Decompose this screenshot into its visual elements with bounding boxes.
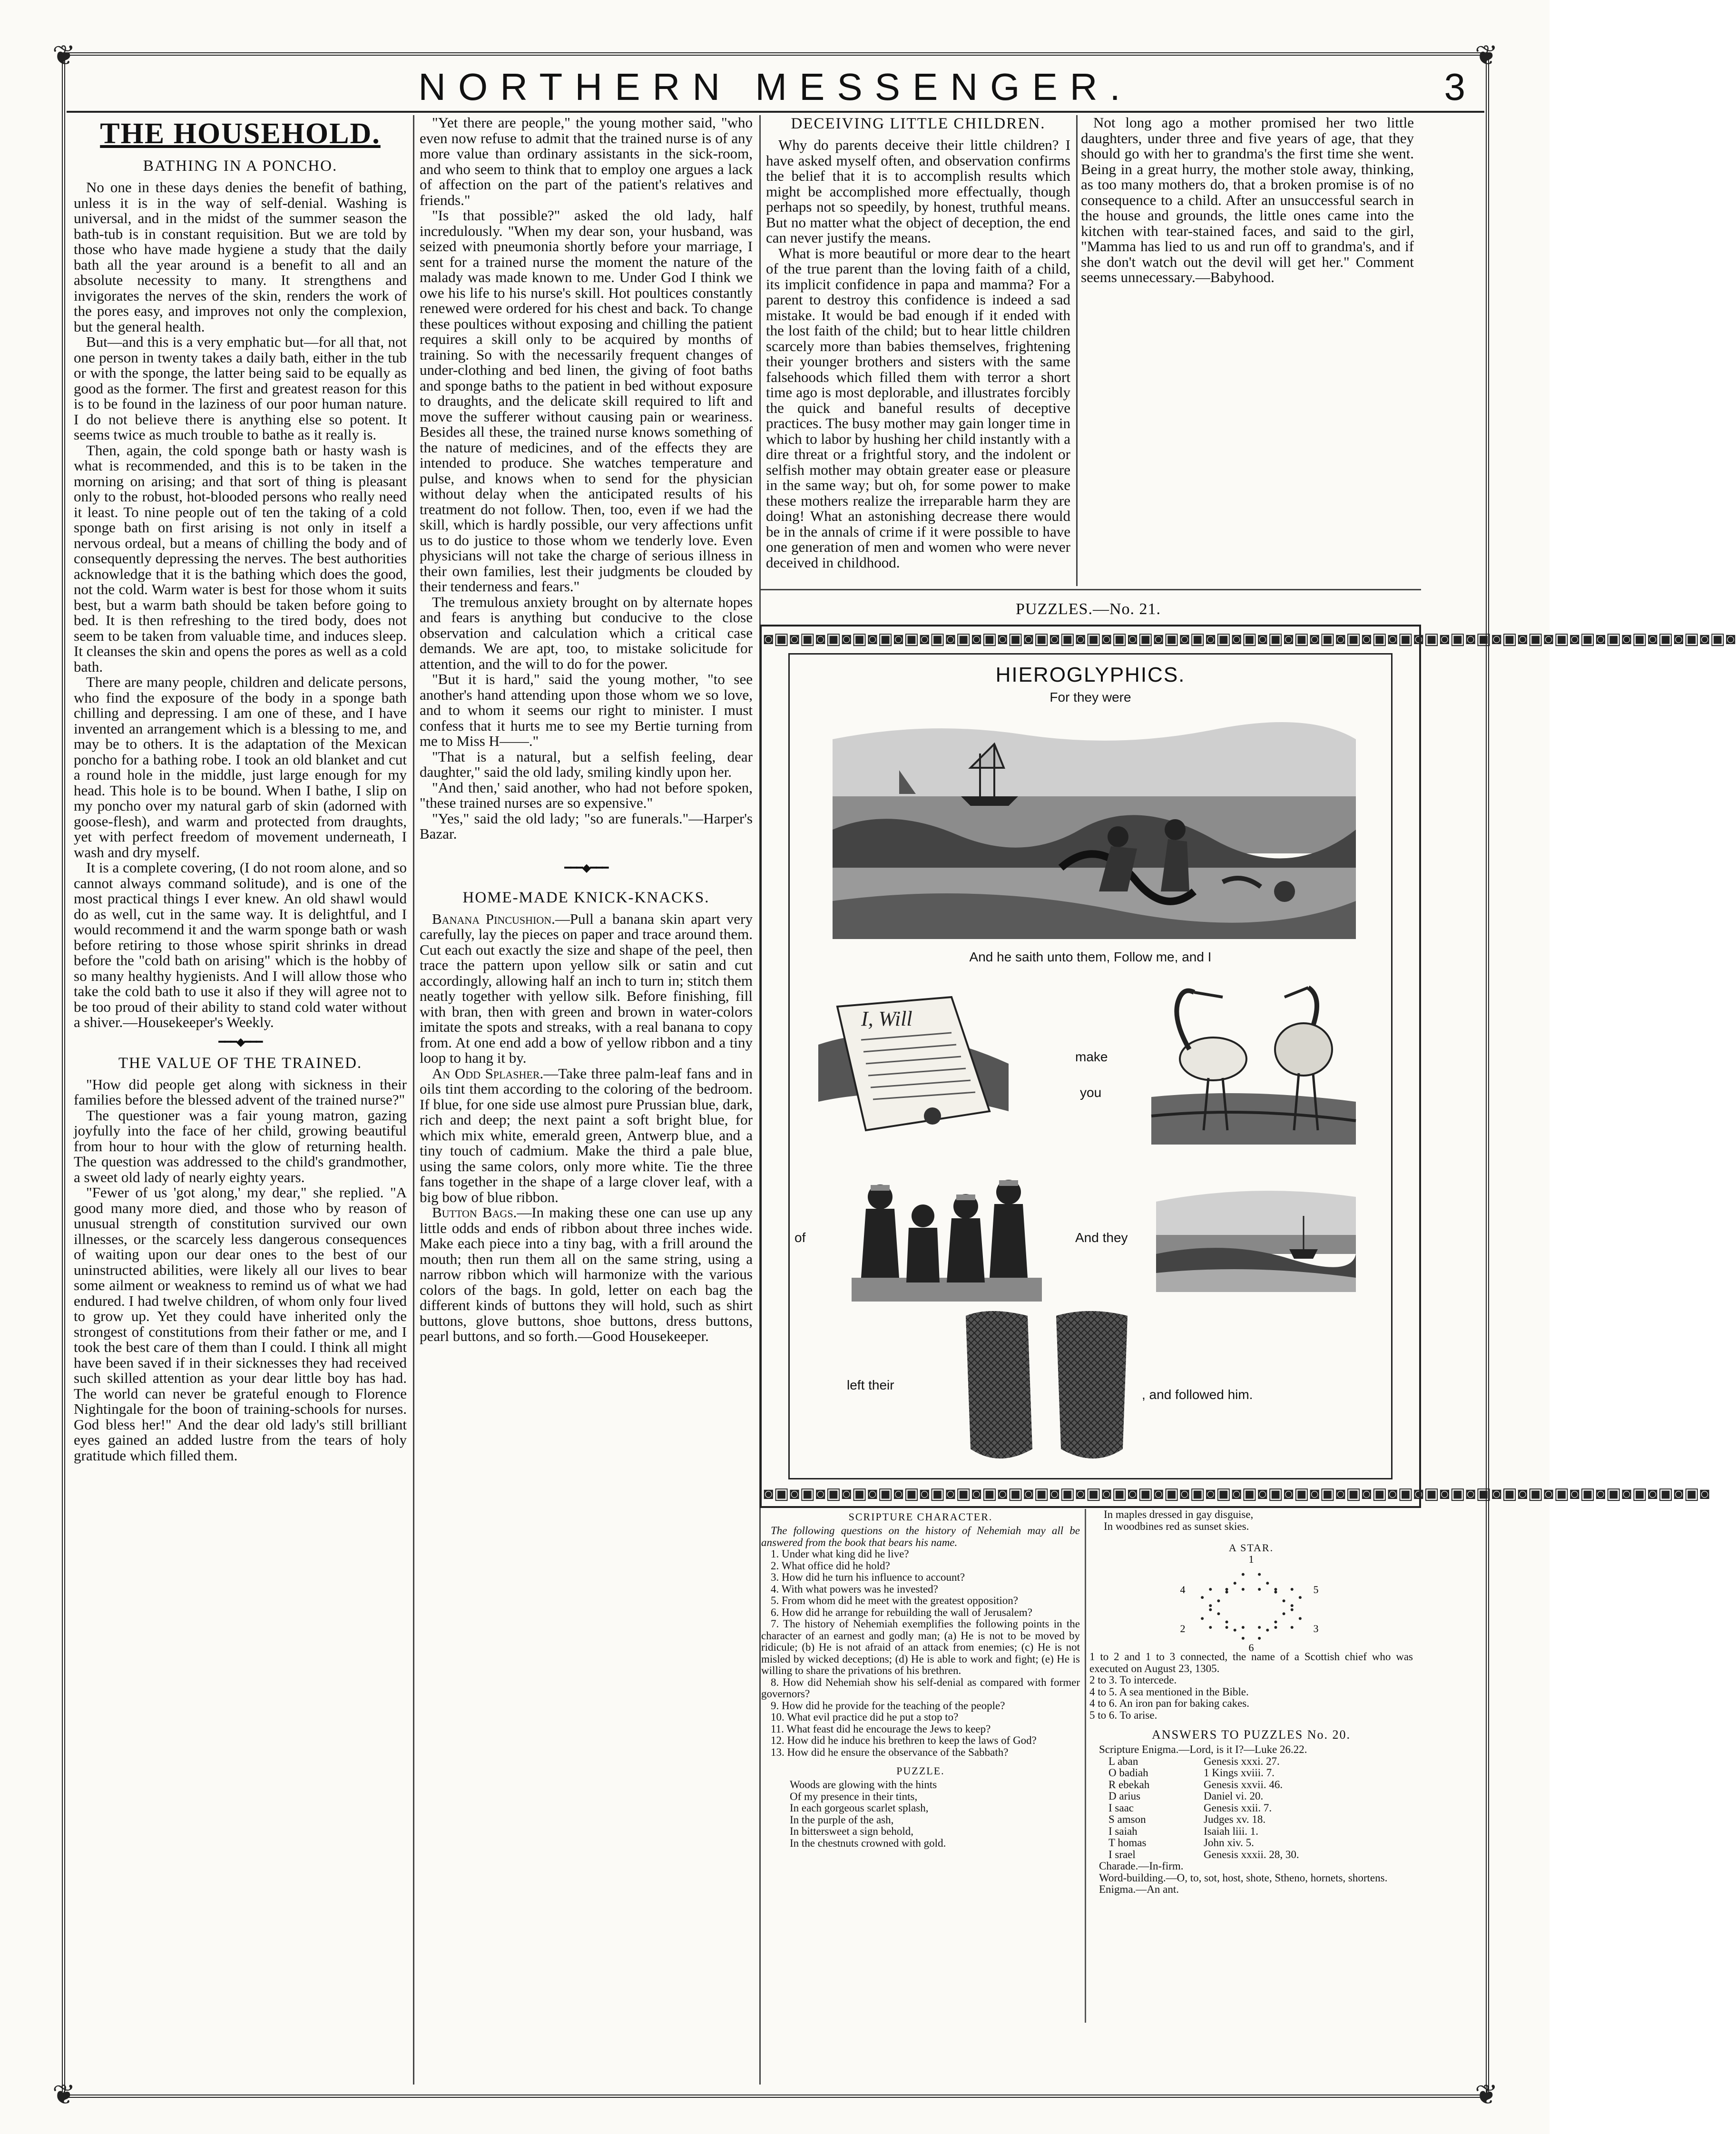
star-number: 5 [1313, 1584, 1319, 1596]
paragraph: "Fewer of us 'got along,' my dear," she replied. "A good many more died, and those who by reason of unusual strength of constitution survived our own illnesses, or the scarcely less dangerous consequences of waiting upon our dear ones to the best of our uninstructed abilities, were likely all our lives to bear some ailment or weakness to remind us of what we had endured. I had twelve children, of whom only four lived to grow up. Yet they could have inherited only the strongest of constitutions from their father or me, and I took the best care of them than I could. I think all might have been saved if in their sicknesses they had received such skilled attention as your dear little boy has had. The world can never be grateful enough to Florence Nightingale for the boon of training-schools for nurses. God bless her!" And the dear old lady's still brilliant eyes gained an added lustre from the tears of holy gratitude which filled them. [74, 1184, 407, 1464]
answer-reference: Genesis xxxi. 27. [1204, 1755, 1280, 1767]
poem-line: In woodbines red as sunset skies. [1104, 1520, 1249, 1532]
caption: , and followed him. [1142, 1387, 1253, 1402]
paragraph: 5 to 6. To arise. [1089, 1709, 1157, 1721]
poem-line: In the chestnuts crowned with gold. [790, 1837, 946, 1849]
poem-line: Woods are glowing with the hints [790, 1779, 937, 1791]
article-knickknacks-body [420, 911, 753, 1344]
star-dots-figure [1089, 1553, 1413, 1654]
star-number: 4 [1180, 1584, 1186, 1596]
answer-row [1108, 1814, 1413, 1826]
subheading: SCRIPTURE CHARACTER. [848, 1511, 993, 1523]
star-dot [1258, 1637, 1261, 1640]
fishermen-net-illustration [833, 711, 1356, 939]
answer-row [1108, 1791, 1413, 1802]
article-deceiving-continued [1081, 115, 1414, 285]
article-title: THE VALUE OF THE TRAINED. [118, 1054, 363, 1072]
column-1 [74, 115, 407, 2089]
herons-illustration [1151, 978, 1356, 1145]
paragraph: What is more beautiful or more dear to the heart of the true parent than the loving faith of a child, its implicit confidence in papa and mamma? For a parent to destroy this confidence is indeed a sad mistake. It would be bad enough if it ended with the lost faith of the child; but to hear little children scarcely more than babies themselves, frightening their younger brothers and sisters with the same falsehoods which filled them with terror a short time ago is most deplorable, and illustrates forcibly the quick and baneful results of deceptive practices. The busy mother may gain longer time in which to labor by hushing her child instantly with a dire threat or a frightful story, and the indolent or selfish mother may obtain greater ease or pleasure in the same way; but oh, for some power to make these mothers realize the irreparable harm they are doing! What an astonishing decrease there would be in the annals of crime if it were possible to have one generation of men and women who were never deceived in childhood. [766, 245, 1070, 571]
answer-reference: John xiv. 5. [1204, 1837, 1254, 1849]
caption: And he saith unto them, Follow me, and I [969, 950, 1212, 964]
paragraph: "Yes," said the old lady; "so are funerals."—Harper's Bazar. [420, 810, 753, 842]
answer-row [1108, 1837, 1413, 1849]
paragraph: But—and this is a very emphatic but—for all that, not one person in twenty takes a daily bath, either in the tub or with the sponge, the latter being said to be equally as good as the former. The first and greatest reason for this is to be found in the laziness of our poor human nature. I do not believe there is anything else so potent. It seems twice as much trouble to bathe as it really is. [74, 333, 407, 443]
star-dot [1291, 1604, 1294, 1607]
paragraph: No one in these days denies the benefit of bathing, unless it is in the way of self-denial. Washing is universal, and in the midst of the summer season the bath-tub is in constant requisition. But we are told by those who have made hygiene a study that the daily bath all the year around is a benefit to all and an absolute necessity to many. It strengthens and invigorates the nerves of the skin, renders the work of the pores easy, and improves not only the complexion, but the general health. [74, 179, 407, 335]
answer-reference: Genesis xxvii. 46. [1204, 1778, 1283, 1791]
paragraph-text: —Pull a banana skin apart very carefully, lay the pieces on paper and trace around them. Cut each out exactly the size and shape of the peel, then trace the pattern upon yellow silk or satin and cut accordingly, allowing half an inch to turn in; stitch them neatly together with yellow silk. Before finishing, fill with bran, then with green and brown in water-colors imitate the spots and streaks, with a real banana to copy from. At one end add a bow of yellow ribbon and a tiny loop to hang it by. [420, 910, 753, 1066]
page-number: 3 [1444, 66, 1465, 108]
star-dot [1201, 1617, 1204, 1620]
caption: you [1080, 1085, 1102, 1100]
column-4 [1081, 115, 1414, 543]
paragraph: 7. The history of Nehemiah exemplifies the following points in the character of an earnest and godly man; (a) He is not to be moved by ridicule; (b) He is not afraid of an attack from enemies; (c) He is not misled by wicked deceptions; (d) He is able to work and fight; (e) He is willing to share the privations of his brethren. [761, 1618, 1080, 1676]
paragraph: "How did people get along with sickness in their families before the blessed advent of the trained nurse?" [74, 1076, 407, 1108]
poem-line: In maples dressed in gay disguise, [1104, 1508, 1254, 1520]
answer-row [1108, 1849, 1413, 1861]
shore-ships-illustration [1156, 1183, 1356, 1292]
star-dot [1283, 1612, 1285, 1615]
star-dot [1226, 1588, 1228, 1591]
star-dot [1291, 1608, 1294, 1611]
column-2 [420, 115, 753, 2089]
column-3 [766, 115, 1070, 571]
caption: left their [847, 1378, 894, 1392]
answers-column [1089, 1509, 1413, 2032]
column-divider [1076, 115, 1078, 586]
answer-name: L aban [1108, 1755, 1138, 1767]
answer-name: T homas [1108, 1837, 1147, 1849]
masthead-rule [67, 111, 1484, 113]
column-divider [413, 115, 414, 2085]
paragraph: 8. How did Nehemiah show his self-denial as compared with former governors? [761, 1676, 1080, 1700]
paragraph: 1. Under what king did he live? [771, 1548, 909, 1560]
paper-title: NORTHERN MESSENGER. [418, 66, 1133, 108]
svg-text:I, Will: I, Will [861, 1007, 912, 1030]
fishing-nets-illustration [961, 1306, 1132, 1478]
answer-name: D arius [1108, 1790, 1141, 1802]
star-dot [1274, 1621, 1277, 1624]
section-rule [760, 589, 1421, 590]
poem-line: Of my presence in their tints, [790, 1790, 918, 1802]
men-group-illustration [852, 1164, 1042, 1306]
subheading: PUZZLE. [896, 1765, 945, 1777]
paragraph: The questioner was a fair young matron, gazing joyfully into the face of her child, growing beautiful from hour to hour with the glow of returning health. The question was addressed to the child's grandmother, a sweet old lady of nearly eighty years. [74, 1106, 407, 1185]
star-dot [1226, 1626, 1228, 1629]
star-dot [1242, 1588, 1245, 1591]
star-number: 1 [1248, 1553, 1254, 1565]
answer-reference: Isaiah liii. 1. [1204, 1825, 1258, 1837]
paragraph: "And then,' said another, who had not before spoken, "these trained nurses are so expensive." [420, 779, 753, 811]
star-dot [1234, 1582, 1236, 1585]
article-trained-continued [420, 115, 753, 842]
star-dot [1242, 1573, 1245, 1576]
star-dot [1266, 1582, 1269, 1585]
star-dot [1242, 1626, 1245, 1629]
section-heading: THE HOUSEHOLD. [100, 117, 381, 150]
article-deceiving-body [766, 137, 1070, 570]
paragraph: 4. With what powers was he invested? [771, 1583, 938, 1595]
answer-row [1108, 1779, 1413, 1791]
paragraph-text: —In making these one can use up any little odds and ends of ribbon about three inches wide. Make each piece into a tiny bag, with a frill around the mouth; then run them all on the same string, using a narrow ribbon which will harmonize with the various colors of the bags. In gold, letter on each bag the different kinds of buttons they will hold, such as shirt buttons, glove buttons, shoe buttons, dress buttons, pearl buttons, and so forth.—Good Housekeeper. [420, 1204, 753, 1344]
star-dot [1217, 1612, 1220, 1615]
poem [761, 1779, 1080, 1849]
answer-name: I srael [1108, 1848, 1136, 1860]
corner-ornament-icon: ❦ [52, 2079, 76, 2110]
article-bathing-body [74, 180, 407, 1030]
star-dot [1209, 1588, 1212, 1591]
paragraph: 2 to 3. To intercede. [1089, 1674, 1177, 1686]
star-dot [1242, 1637, 1245, 1640]
paragraph: "That is a natural, but a selfish feeling, dear daughter," said the old lady, smiling kindly upon her. [420, 748, 753, 780]
subheading: A STAR. [1228, 1542, 1274, 1554]
word-building-answer: Word-building.—O, to, sot, host, shote, Stheno, hornets, shortens. [1099, 1871, 1388, 1884]
star-dot [1274, 1591, 1277, 1594]
separator-ornament-icon: ━━━◆━━━ [564, 861, 608, 874]
paragraph: "But it is hard," said the young mother, "to see another's hand attending upon those whom we so love, and to whom it seems our right to minister. I must confess that it hurts me to see my Bertie turning from me to Miss H——." [420, 671, 753, 749]
subheading: ANSWERS TO PUZZLES No. 20. [1152, 1728, 1351, 1742]
article-title: BATHING IN A PONCHO. [143, 157, 338, 175]
corner-ornament-icon: ❦ [52, 40, 76, 71]
answers-list [1089, 1756, 1413, 1861]
star-dot [1226, 1621, 1228, 1624]
corner-ornament-icon: ❦ [1475, 40, 1498, 71]
paragraph: 10. What evil practice did he put a stop to? [771, 1711, 959, 1723]
border-ornament: ◙▣◙▣◙▣◙▣◙▣◙▣◙▣◙▣◙▣◙▣◙▣◙▣◙▣◙▣◙▣◙▣◙▣◙▣◙▣◙▣◙▣◙▣◙▣◙▣◙▣◙▣◙▣◙▣◙▣◙▣◙▣◙▣◙▣◙▣◙▣◙▣◙ [764, 1485, 1710, 1503]
star-dot [1209, 1608, 1212, 1611]
caption: And they [1075, 1230, 1128, 1245]
answer-reference: 1 Kings xviii. 7. [1204, 1767, 1275, 1779]
paragraph: 2. What office did he hold? [771, 1559, 890, 1572]
star-dot [1258, 1573, 1261, 1576]
article-title: HOME-MADE KNICK-KNACKS. [462, 889, 710, 906]
star-dot [1283, 1599, 1285, 1602]
star-dot [1226, 1591, 1228, 1594]
puzzles-title: PUZZLES.—No. 21. [1016, 600, 1161, 618]
column-divider [1085, 1509, 1086, 2023]
answer-name: S amson [1108, 1813, 1146, 1825]
paragraph: Then, again, the cold sponge bath or hasty wash is what is recommended, and this is to be taken in the morning on arising; and that sort of thing is pleasant only to the robust, hot-blooded persons who really need it least. To nine people out of ten the taking of a cold sponge bath on first arising is not only in itself a nervous ordeal, but a means of chilling the body and of consequently depressing the nerves. The best authorities acknowledge that it is the bathing which does the good, not the cold. Warm water is best for those whom it suits best, but a warm bath should be taken before going to bed. It is then refreshing to the tired body, does not seem to be taken from valuable time, and induces sleep. It cleanses the skin and opens the pores as well as a cold bath. [74, 441, 407, 675]
star-number: 3 [1313, 1623, 1319, 1635]
article-title: DECEIVING LITTLE CHILDREN. [791, 115, 1046, 132]
star-number: 6 [1248, 1642, 1254, 1654]
star-dot [1217, 1599, 1220, 1602]
enigma-answer: Scripture Enigma.—Lord, is it I?—Luke 26.22. [1099, 1743, 1307, 1755]
paragraph-lead: Button Bags. [432, 1204, 517, 1221]
paragraph: 3. How did he turn his influence to account? [771, 1571, 965, 1583]
answer-row [1108, 1802, 1413, 1814]
corner-ornament-icon: ❦ [1475, 2079, 1498, 2110]
answer-row [1108, 1767, 1413, 1779]
paragraph: 4 to 5. A sea mentioned in the Bible. [1089, 1685, 1249, 1698]
star-text: 1 to 2 and 1 to 3 connected, the name of a Scottish chief who was executed on August 23, 1305. [1089, 1651, 1413, 1674]
star-dot [1209, 1626, 1212, 1629]
star-dot [1258, 1626, 1261, 1629]
paragraph [420, 1205, 753, 1344]
scripture-character-column [761, 1509, 1080, 2032]
paragraph-lead: An Odd Splasher. [432, 1065, 544, 1082]
poem-line: In the purple of the ash, [790, 1813, 894, 1826]
answer-row [1108, 1756, 1413, 1768]
star-dot [1258, 1588, 1261, 1591]
poem-continued [1089, 1509, 1413, 1532]
answer-reference: Genesis xxii. 7. [1204, 1801, 1272, 1814]
paragraph: Not long ago a mother promised her two little daughters, under three and five years of age, that they should go with her to grandma's the first time she went. Being in a great hurry, the mother stole away, thinking, as too many mothers do, that a broken promise is of no consequence to a child. After an unsuccessful search in the house and grounds, the little ones came into the kitchen with tear-stained faces, and said to the girl, "Mamma has lied to us and run off to grandma's, and if she don't watch out the devil will get her." Comment seems unnecessary.—Babyhood. [1081, 114, 1414, 285]
paragraph: "Yet there are people," the young mother said, "who even now refuse to admit that the trained nurse is of any more value than ordinary assistants in the sick-room, and who seem to think that to employ one argues a lack of affection on the part of the patient's relatives and friends." [420, 114, 753, 208]
star-figure [1089, 1553, 1413, 1654]
answer-name: I saiah [1108, 1825, 1138, 1837]
will-document-illustration [809, 988, 1018, 1140]
star-dot [1209, 1604, 1212, 1607]
answer-name: O badiah [1108, 1767, 1148, 1779]
star-dot [1266, 1629, 1269, 1632]
answer-name: I saac [1108, 1801, 1134, 1814]
star-number: 2 [1180, 1623, 1186, 1635]
paragraph: 12. How did he induce his brethren to keep the laws of God? [771, 1734, 1037, 1746]
border-ornament: ◙▣◙▣◙▣◙▣◙▣◙▣◙▣◙▣◙▣◙▣◙▣◙▣◙▣◙▣◙▣◙▣◙▣◙▣◙▣◙▣◙▣◙▣◙▣◙▣◙▣◙▣◙▣◙▣◙▣◙▣◙▣◙▣◙▣◙▣◙▣◙▣◙▣◙ [764, 630, 1736, 648]
paragraph: 13. How did he ensure the observance of the Sabbath? [771, 1746, 1009, 1758]
star-dot [1274, 1626, 1277, 1629]
star-dot [1234, 1629, 1236, 1632]
paragraph: 11. What feast did he encourage the Jews to keep? [771, 1723, 991, 1735]
paragraph [420, 1066, 753, 1205]
star-dot [1291, 1588, 1294, 1591]
hieroglyphics-panel [788, 653, 1393, 1479]
paragraph: "Is that possible?" asked the old lady, half incredulously. "When my dear son, your husband, was seized with pneumonia shortly before your marriage, I sent for a trained nurse the moment the nature of the malady was made known to me. Under God I think we owe his life to his nurse's skill. Hot poultices constantly renewed were ordered for his chest and back. To change these poultices without exposing and chilling the patient requires a skill only to be acquired by months of training. So with the necessarily frequent changes of under-clothing and bed linen, the giving of foot baths and sponge baths to the patient in bed without exposure to draughts, and the delicate skill required to lift and move the sufferer without causing pain or weariness. Besides all these, the trained nurse knows something of the nature of medicines, and of the effects they are intended to produce. She watches temperature and pulse, and knows when to send for the physician without delay when the anticipated results of his treatment do not follow. Then, too, even if we had the skill, which is hardly possible, our very affections unfit us to do justice to those whom we tenderly love. Even physicians will not take the charge of serious illness in their own families, lest their judgments be clouded by their tenderness and fears." [420, 207, 753, 595]
star-clues [1089, 1674, 1413, 1721]
hieroglyphics-title: HIEROGLYPHICS. [995, 663, 1186, 686]
answer-reference: Daniel vi. 20. [1204, 1790, 1264, 1802]
paragraph: 9. How did he provide for the teaching of the people? [771, 1699, 1005, 1712]
charade-answer: Charade.—In-firm. [1099, 1860, 1184, 1872]
paragraph: It is a complete covering, (I do not room alone, and so cannot always command solitude), and is one of the most practical things I ever knew. An old shawl would do as well, cut in the same way. It is delightful, and I would recommend it and the warm sponge bath or wash before retiring to those whose spirit shrinks in dread before the "cold bath on arising" which is the hobby of so many healthy hygienists. And I will allow those who take the cold bath to use it also if they will agree not to be too proud of their ability to stand cold water without a shiver.—Housekeeper's Weekly. [74, 859, 407, 1030]
paragraph-lead: Banana Pincushion. [432, 910, 555, 927]
questions-list [761, 1548, 1080, 1758]
paragraph: 6. How did he arrange for rebuilding the wall of Jerusalem? [771, 1606, 1032, 1618]
hieroglyphics-box [760, 625, 1736, 1508]
paragraph: The tremulous anxiety brought on by alternate hopes and fears is anything but conducive to the close observation and calculation which a critical case demands. We are apt, too, to mistake solicitude for attention, and the will to do for the power. [420, 593, 753, 672]
answer-row [1108, 1826, 1413, 1838]
article-trained-body [74, 1077, 407, 1464]
star-dot [1299, 1596, 1302, 1599]
star-dot [1299, 1617, 1302, 1620]
answer-reference: Judges xv. 18. [1204, 1813, 1266, 1825]
paragraph-text: —Take three palm-leaf fans and in oils tint them according to the coloring of the bedroom. If blue, for one side use almost pure Prussian blue, dark, rich and deep; the next paint a soft bright blue, for which mix white, emerald green, Antwerp blue, and a tiny touch of cadmium. Make the third a pale blue, using the same colors, only more white. Tie the three fans together in the shape of a large clover leaf, with a big bow of blue ribbon. [420, 1065, 753, 1205]
caption: of [794, 1230, 806, 1245]
paragraph: 5. From whom did he meet with the greatest opposition? [771, 1595, 1018, 1606]
poem-line: In bittersweet a sign behold, [790, 1825, 913, 1837]
star-dot [1291, 1626, 1294, 1629]
poem-line: In each gorgeous scarlet splash, [790, 1802, 929, 1814]
answer-reference: Genesis xxxii. 28, 30. [1204, 1848, 1299, 1860]
separator-ornament-icon: ━━━◆━━━ [218, 1036, 262, 1048]
answer-name: R ebekah [1108, 1778, 1150, 1791]
star-dot [1201, 1596, 1204, 1599]
enigma-answer: Enigma.—An ant. [1099, 1883, 1179, 1895]
paragraph: Why do parents deceive their little children? I have asked myself often, and observation confirms the belief that it is to accomplish results which might be accomplished more effectually, though perhaps not so speedily, by honest, truthful means. But no matter what the object of deception, the end can never justify the means. [766, 137, 1070, 246]
intro-text: The following questions on the history of Nehemiah may all be answered from the book that bears his name. [761, 1525, 1080, 1548]
masthead [67, 59, 1484, 112]
caption: make [1075, 1049, 1108, 1064]
paragraph: 4 to 6. An iron pan for baking cakes. [1089, 1697, 1249, 1709]
star-dot [1274, 1588, 1277, 1591]
paragraph [420, 911, 753, 1066]
paragraph: There are many people, children and delicate persons, who find the exposure of the body in a sponge bath chilling and depressing. I am one of these, and I have invented an arrangement which is a blessing to me, and may be to others. It is the adaptation of the Mexican poncho for a bathing robe. I took an old blanket and cut a round hole in the middle, just large enough for my head. This hole is to be bound. When I bathe, I slip on my poncho over my natural garb of skin (adorned with goose-flesh), and warm and protected from draughts, yet with perfect freedom of movement underneath, I wash and dry myself. [74, 674, 407, 861]
caption: For they were [1049, 690, 1131, 705]
